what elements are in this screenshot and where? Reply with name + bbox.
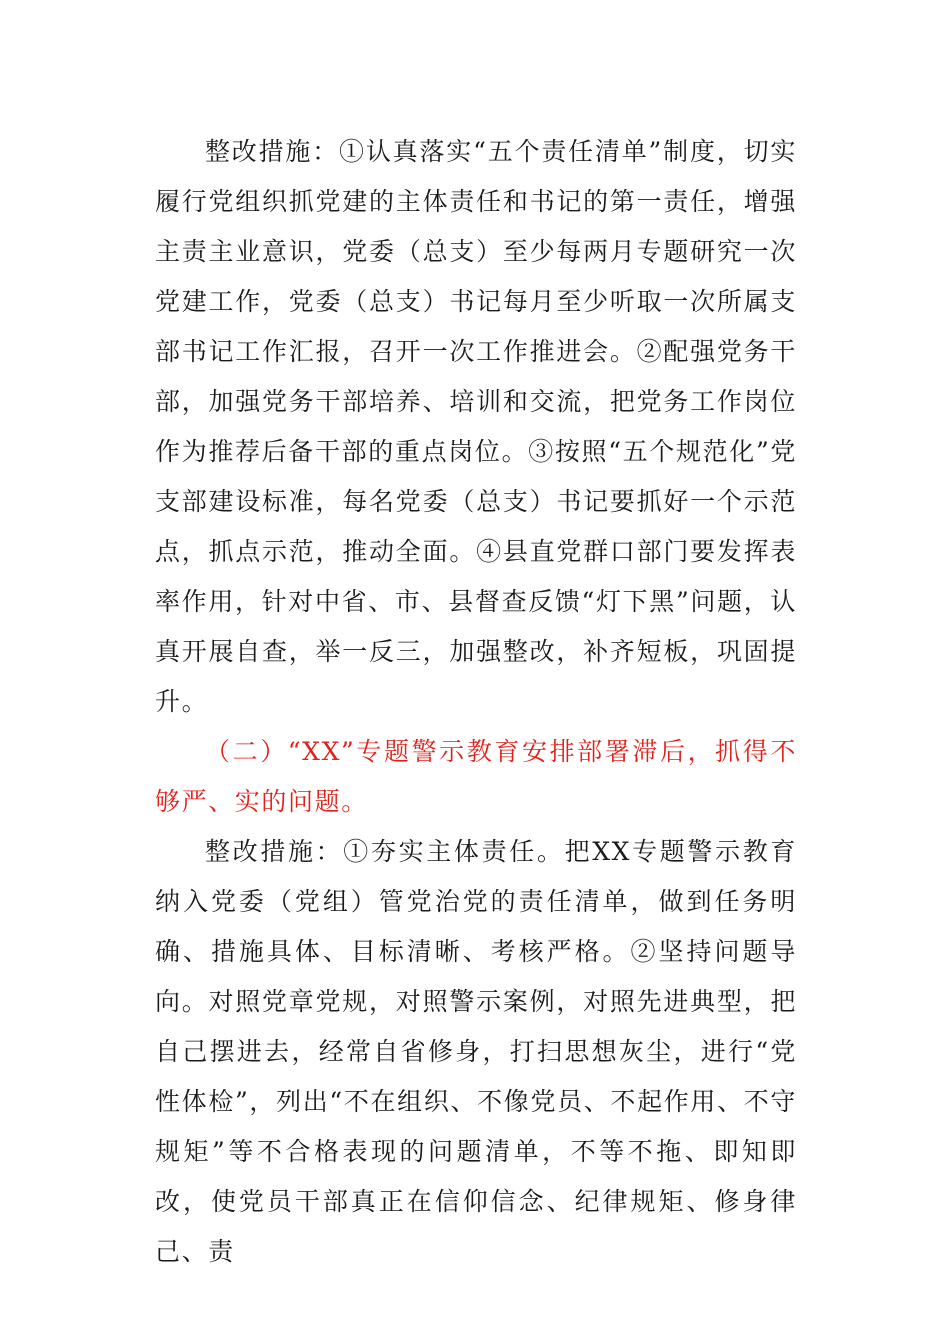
- paragraph-measures-2: 整改措施：①夯实主体责任。把XX专题警示教育纳入党委（党组）管党治党的责任清单，做到任务明确、措施具体、目标清晰、考核严格。②坚持问题导向。对照党章党规，对照警示案例，对照先进典型，把自己摆进去，经常自省修身，打扫思想灰尘，进行“党性体检”，列出“不在组织、不像党员、不起作用、不守规矩”等不合格表现的问题清单，不等不拖、即知即改，使党员干部真正在信仰信念、纪律规矩、修身律己、责: [155, 837, 797, 1266]
- section-heading-2: （二）“XX”专题警示教育安排部署滞后，抓得不够严、实的问题。: [155, 737, 797, 816]
- paragraph-measures-1: 整改措施：①认真落实“五个责任清单”制度，切实履行党组织抓党建的主体责任和书记的第一责任，增强主责主业意识，党委（总支）至少每两月专题研究一次党建工作，党委（总支）书记每月至少听取一次所属支部书记工作汇报，召开一次工作推进会。②配强党务干部，加强党务干部培养、培训和交流，把党务工作岗位作为推荐后备干部的重点岗位。③按照“五个规范化”党支部建设标准，每名党委（总支）书记要抓好一个示范点，抓点示范，推动全面。④县直党群口部门要发挥表率作用，针对中省、市、县督查反馈“灯下黑”问题，认真开展自查，举一反三，加强整改，补齐短板，巩固提升。: [155, 137, 797, 716]
- document-body: [155, 127, 797, 1277]
